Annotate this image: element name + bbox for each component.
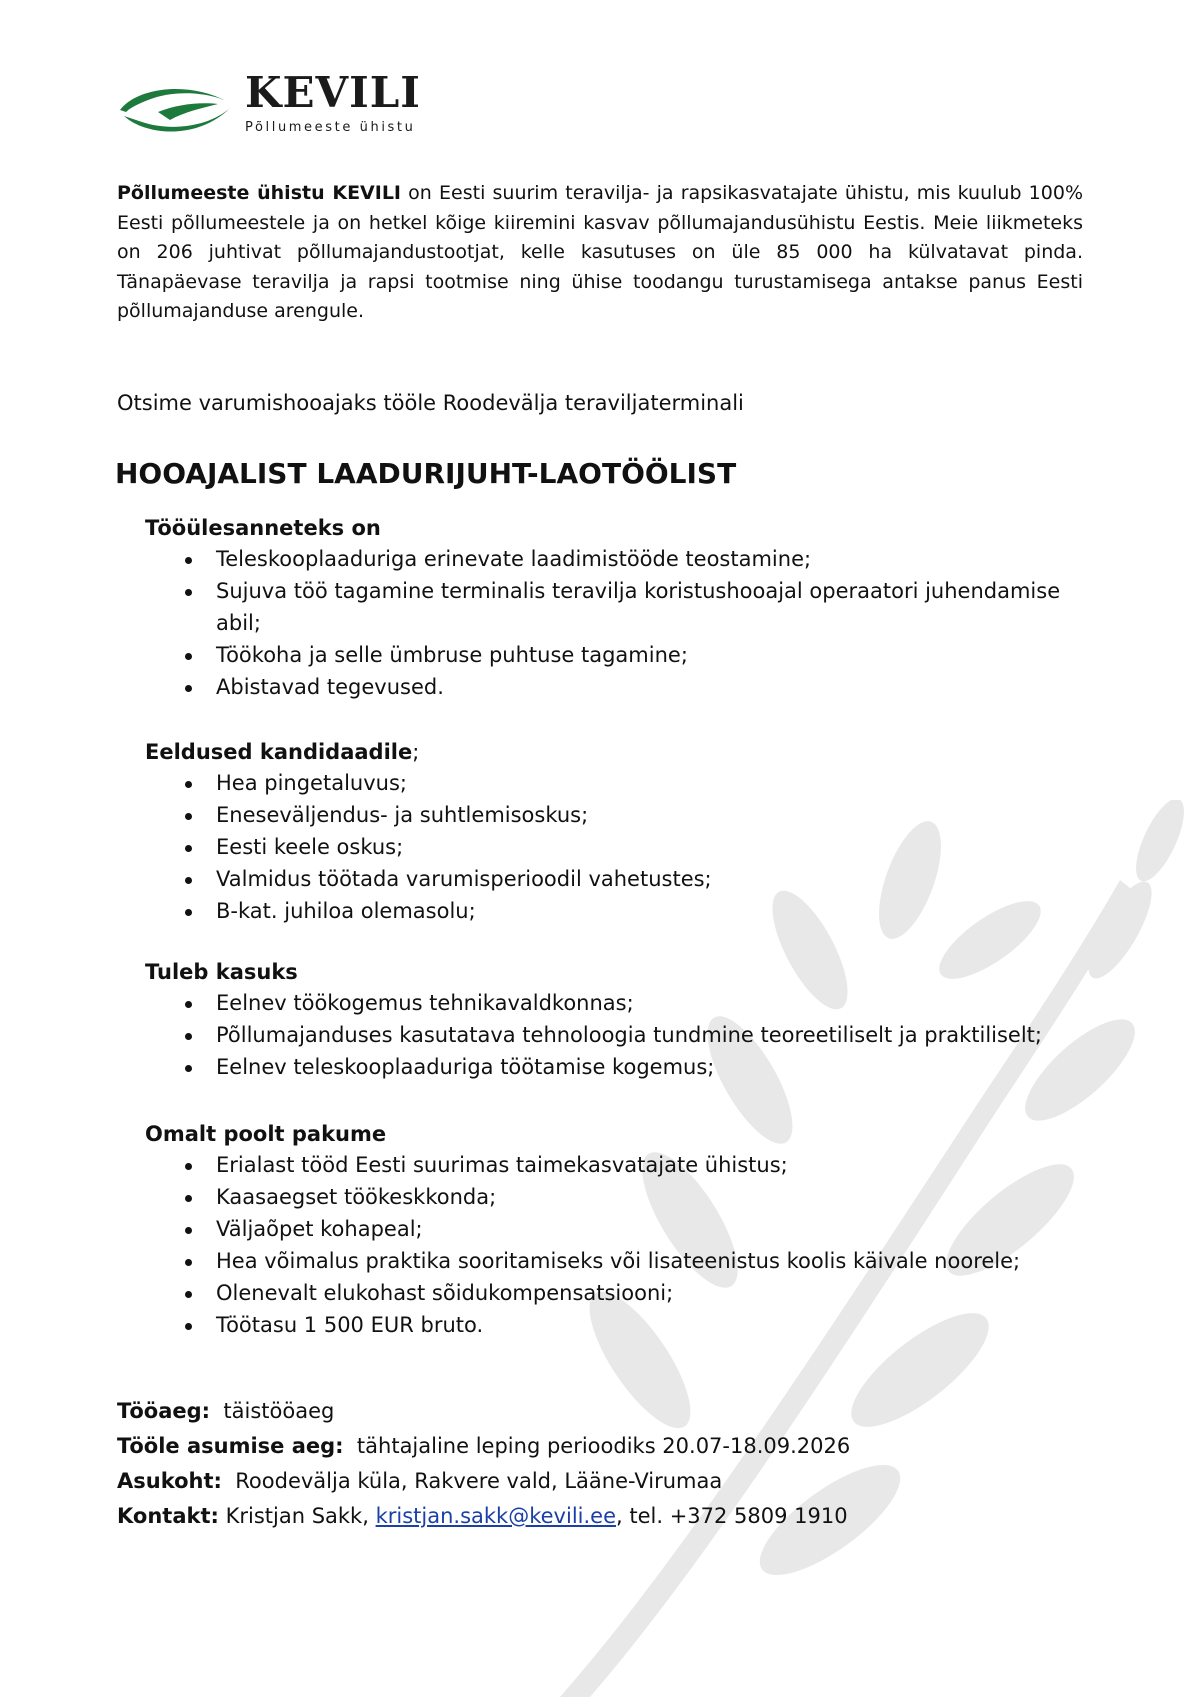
section-heading: Omalt poolt pakume bbox=[145, 1122, 387, 1146]
duties-list bbox=[145, 543, 1105, 703]
section-heading: Tööülesanneteks on bbox=[145, 516, 381, 540]
lead-text: Otsime varumishooajaks tööle Roodevälja teraviljaterminali bbox=[117, 391, 744, 415]
list-item: Töökoha ja selle ümbruse puhtuse tagamine; bbox=[145, 639, 1086, 671]
intro-paragraph bbox=[117, 179, 1083, 327]
section-requirements bbox=[145, 737, 1105, 927]
list-item: Olenevalt elukohast sõidukompensatsiooni; bbox=[145, 1277, 1086, 1309]
advantages-list bbox=[145, 987, 1105, 1083]
section-duties bbox=[145, 513, 1105, 703]
list-item: Eesti keele oskus; bbox=[145, 831, 1086, 863]
job-title: HOOAJALIST LAADURIJUHT-LAOTÖÖLIST bbox=[115, 457, 737, 490]
offer-list bbox=[145, 1149, 1105, 1341]
intro-company-name: Põllumeeste ühistu KEVILI bbox=[117, 182, 402, 204]
list-item: Väljaõpet kohapeal; bbox=[145, 1213, 1086, 1245]
list-item: Eneseväljendus- ja suhtlemisoskus; bbox=[145, 799, 1086, 831]
detail-contact: Kontakt: Kristjan Sakk, kristjan.sakk@kevili.ee, tel. +372 5809 1910 bbox=[117, 1504, 848, 1528]
detail-start-date: Tööle asumise aeg: tähtajaline leping perioodiks 20.07-18.09.2026 bbox=[117, 1434, 851, 1458]
detail-location: Asukoht: Roodevälja küla, Rakvere vald, Lääne-Virumaa bbox=[117, 1469, 723, 1493]
list-item: Sujuva töö tagamine terminalis teravilja koristushooajal operaatori juhendamise abil; bbox=[145, 575, 1086, 639]
list-item: Erialast tööd Eesti suurimas taimekasvatajate ühistus; bbox=[145, 1149, 1086, 1181]
detail-work-time: Tööaeg: täistööaeg bbox=[117, 1399, 335, 1423]
logo-subtitle: Põllumeeste ühistu bbox=[245, 120, 416, 135]
requirements-list bbox=[145, 767, 1105, 927]
section-offer bbox=[145, 1119, 1105, 1341]
list-item: Eelnev teleskooplaaduriga töötamise kogemus; bbox=[145, 1051, 1086, 1083]
section-heading: Eeldused kandidaadile; bbox=[145, 740, 420, 764]
list-item: Põllumajanduses kasutatava tehnoloogia tundmine teoreetiliselt ja praktiliselt; bbox=[145, 1019, 1086, 1051]
logo-name: KEVILI bbox=[245, 68, 421, 117]
list-item: Töötasu 1 500 EUR bruto. bbox=[145, 1309, 1086, 1341]
list-item: Valmidus töötada varumisperioodil vahetustes; bbox=[145, 863, 1086, 895]
list-item: Hea pingetaluvus; bbox=[145, 767, 1086, 799]
section-heading: Tuleb kasuks bbox=[145, 960, 298, 984]
kevili-logo bbox=[118, 68, 438, 140]
job-details bbox=[117, 1394, 1097, 1534]
kevili-leaf-logo-icon bbox=[118, 82, 232, 138]
list-item: Eelnev töökogemus tehnikavaldkonnas; bbox=[145, 987, 1086, 1019]
list-item: Hea võimalus praktika sooritamiseks või lisateenistus koolis käivale noorele; bbox=[145, 1245, 1086, 1277]
list-item: B-kat. juhiloa olemasolu; bbox=[145, 895, 1086, 927]
list-item: Kaasaegset töökeskkonda; bbox=[145, 1181, 1086, 1213]
section-advantages bbox=[145, 957, 1105, 1083]
intro-text: on Eesti suurim teravilja- ja rapsikasvatajate ühistu, mis kuulub 100% Eesti põllumeestele ja on hetkel kõige kiiremini kasvav põllumajandusühistu Eestis. Meie liikmeteks on 206 juhtivat põllumajandustootjat, kelle kasutuses on üle 85 000 ha külvatavat pinda. Tänapäevase teravilja ja rapsi tootmise ning ühise toodangu turustamisega antakse panus Eesti põllumajanduse arengule. bbox=[117, 182, 1084, 322]
list-item: Abistavad tegevused. bbox=[145, 671, 1086, 703]
contact-email-link[interactable]: kristjan.sakk@kevili.ee bbox=[375, 1504, 616, 1528]
list-item: Teleskooplaaduriga erinevate laadimistööde teostamine; bbox=[145, 543, 1086, 575]
